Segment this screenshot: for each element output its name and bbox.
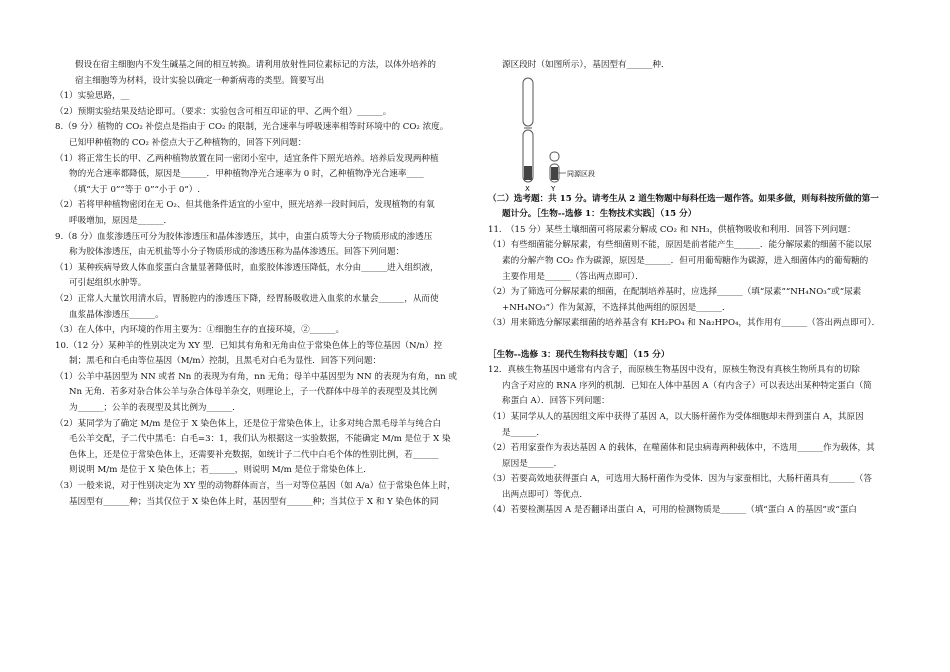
text-line: 原因是______．: [502, 458, 563, 469]
text-line: 主要作用是______（答出两点即可）．: [502, 271, 644, 282]
label-y: Y: [551, 184, 556, 192]
text-line: 呼吸增加，原因是______．: [69, 215, 173, 226]
text-line: 已知甲种植物的 CO₂ 补偿点大于乙种植物的，回答下列问题：: [69, 137, 307, 148]
text-line: （4）若要检测基因 A 是否翻译出蛋白 A，可用的检测物质是______（填“蛋白 A 的基因”或“蛋白: [488, 505, 857, 516]
right-top-text: [488, 58, 898, 74]
text-line: 9.（8 分）血浆渗透压可分为胶体渗透压和晶体渗透压，其中，由蛋白质等大分子物质形成的渗透压: [55, 231, 433, 242]
right-column: [488, 58, 898, 519]
text-line: 称为胶体渗透压，由无机盐等小分子物质形成的渗透压称为晶体渗透压。回答下列问题：: [69, 247, 405, 258]
left-column: [55, 58, 475, 510]
text-line: 血浆晶体渗透压______。: [69, 309, 164, 320]
text-line: 称蛋白 A）．回答下列问题：: [502, 396, 610, 407]
text-line: 则说明 M/m 是位于 X 染色体上；若______，则说明 M/m 是位于常染色体上．: [69, 465, 372, 476]
text-line: 假设在宿主细胞内不发生碱基之间的相互转换。请利用放射性同位素标记的方法，以体外培养的: [75, 60, 436, 70]
x-homologous-region: [524, 166, 532, 180]
text-line: （1）将正常生长的甲、乙两种植物放置在同一密闭小室中，适宜条件下照光培养。培养后发现两种植: [55, 153, 439, 164]
text-line: 内含子对应的 RNA 序列的机制．已知在人体中基因 A（有内含子）可以表达出某种特定蛋白（简: [502, 380, 872, 391]
text-line: 宿主细胞等为材料，设计实验以确定一种新病毒的类型。简要写出: [75, 75, 325, 86]
text-line: [488, 332, 898, 348]
text-line: 毛公羊交配，子二代中黑毛：白毛=3：1，我们认为根据这一实验数据，不能确定 M/m 是位于 X 染: [69, 434, 451, 445]
text-line: 题计分。［生物--选修 1：生物技术实践］（15 分）: [502, 209, 697, 220]
figure-caption: 同源区段: [567, 169, 595, 178]
chromosome-figure: [488, 74, 898, 192]
text-line: 基因型有______种；当其仅位于 X 染色体上时，基因型有______种；当其位于 X 和 Y 染色体的同: [69, 496, 439, 507]
text-line: （1）公羊中基因型为 NN 或者 Nn 的表现为有角，nn 无角；母羊中基因型为 NN 的表现为有角，nn 或: [55, 371, 457, 382]
text-line: +NH₄NO₃”）作为氮源，不选择其他两组的原因是______．: [502, 302, 731, 313]
chromosome-diagram: [506, 74, 626, 192]
label-x: X: [525, 184, 530, 192]
text-line: 11. （15 分）某些土壤细菌可将尿素分解成 CO₂ 和 NH₃，供植物吸收和利用．回答下列问题：: [488, 224, 856, 235]
text-line: 物的光合速率都降低，原因是______．甲种植物净光合速率为 0 时，乙种植物净光合速率____: [69, 169, 424, 180]
text-line: 源区段时（如图所示），基因型有______种．: [502, 60, 670, 70]
text-line: （2）某同学为了确定 M/m 是位于 X 染色体上，还是位于常染色体上，让多对纯合黑毛母羊与纯合白: [55, 418, 442, 429]
text-line: （3）在人体中，内环境的作用主要为：①细胞生存的直接环境，②______。: [55, 325, 345, 336]
text-line: （1）某种疾病导致人体血浆蛋白含量显著降低时，血浆胶体渗透压降低，水分由______进入组织液，: [55, 262, 439, 273]
text-line: （3）一般来说，对于性别决定为 XY 型的动物群体而言，当一对等位基因（如 A/a）位于常染色体上时，: [55, 481, 456, 492]
text-line: （1）某同学从人的基因组文库中获得了基因 A，以大肠杆菌作为受体细胞却未得到蛋白 A，其原因: [488, 411, 864, 422]
text-line: 8.（9 分）植物的 CO₂ 补偿点是指由于 CO₂ 的限制，光合速率与呼吸速率相等时环境中的 CO₂ 浓度。: [55, 122, 449, 133]
y-homologous-region: [551, 167, 558, 180]
text-line: 色体上，还是位于常染色体上，还需要补充数据，如统计子二代中白毛个体的性别比例，若______: [69, 449, 439, 460]
text-line: （3）若要高效地获得蛋白 A，可选用大肠杆菌作为受体．因为与家蚕相比，大肠杆菌具有______（答: [488, 474, 872, 485]
text-line: 为______；公羊的表现型及其比例为______．: [69, 403, 241, 414]
text-line: 12．真核生物基因中通常有内含子，而原核生物基因中没有，原核生物没有真核生物所具有的切除: [488, 365, 860, 376]
text-line: Nn 无角．若多对杂合体公羊与杂合体母羊杂交，则理论上，子一代群体中母羊的表现型及其比例: [69, 387, 438, 398]
x-chromosome-arm-upper: [523, 78, 533, 126]
text-line: （2）若将甲种植物密闭在无 O₂、但其他条件适宜的小室中，照光培养一段时间后，发现植物的有氧: [55, 200, 435, 211]
text-line: （2）若用家蚕作为表达基因 A 的载体，在噬菌体和昆虫病毒两种载体中，不选用______作为载体，其: [488, 443, 875, 454]
text-line: （1）有些细菌能分解尿素，有些细菌则不能，原因是前者能产生______．能分解尿素的细菌不能以尿: [488, 240, 872, 251]
text-line: （2）预期实验结果及结论即可。（要求：实验包含可相互印证的甲、乙两个组）______。: [55, 106, 392, 117]
text-line: 制；黑毛和白毛由等位基因（M/m）控制，且黑毛对白毛为显性．回答下列问题：: [69, 356, 382, 367]
y-chromosome-arm-upper: [550, 152, 559, 161]
text-line: （填“大于 0”“等于 0”“小于 0”）.: [69, 184, 201, 195]
text-line: （1）实验思路，__: [55, 91, 130, 102]
text-line: 出两点即可）等优点．: [502, 489, 588, 500]
right-bottom-text: [488, 192, 898, 519]
text-line: （2）为了筛选可分解尿素的细菌，在配制培养基时，应选择______（填“尿素”“NH₄NO₃”或“尿素: [488, 287, 862, 298]
text-line: 10.（12 分）某种羊的性别决定为 XY 型．已知其有角和无角由位于常染色体上的等位基因（N/n）控: [55, 340, 443, 351]
text-line: 可引起组织水肿等。: [69, 278, 147, 289]
text-line: ［生物--选修 3：现代生物科技专题］（15 分）: [488, 349, 670, 360]
text-line: （二）选考题：共 15 分。请考生从 2 道生物题中每科任选一题作答。如果多做，则每科按所做的第一: [488, 193, 879, 204]
text-line: （2）正常人大量饮用清水后，胃肠腔内的渗透压下降，经胃肠吸收进入血浆的水量会______，从而使: [55, 293, 439, 304]
text-line: （3）用来筛选分解尿素细菌的培养基含有 KH₂PO₄ 和 Na₂HPO₄，其作用有______（答出两点即可）．: [488, 318, 881, 329]
text-line: 是______．: [502, 427, 545, 438]
text-line: 素的分解产物 CO₂ 作为碳源，原因是______．但可用葡萄糖作为碳源，进入细菌体内的葡萄糖的: [502, 255, 869, 266]
